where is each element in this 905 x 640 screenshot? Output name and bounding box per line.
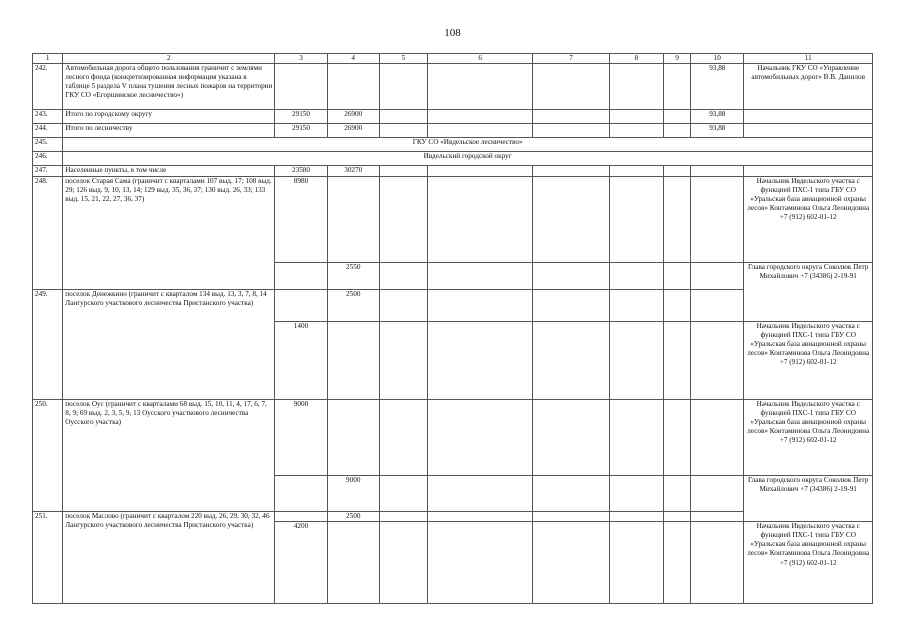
section-title: ГКУ СО «Ивдельское лесничество» — [63, 138, 873, 152]
cell — [691, 166, 744, 177]
table-row — [33, 124, 873, 138]
cell — [533, 263, 609, 290]
cell — [327, 64, 379, 110]
cell — [427, 124, 533, 138]
cell — [327, 322, 379, 400]
cell — [609, 177, 663, 263]
cell: 9000 — [275, 400, 327, 476]
row-number: 245. — [33, 138, 63, 152]
cell — [427, 263, 533, 290]
cell — [533, 124, 609, 138]
cell — [664, 476, 691, 512]
cell: 29150 — [275, 124, 327, 138]
cell — [664, 124, 691, 138]
cell — [664, 322, 691, 400]
cell — [691, 400, 744, 476]
row-number: 242. — [33, 64, 63, 110]
object-description: Итого по лесничеству — [63, 124, 275, 138]
cell — [427, 322, 533, 400]
cell — [533, 110, 609, 124]
table-row — [33, 64, 873, 110]
col-header: 3 — [275, 54, 327, 64]
col-header: 2 — [63, 54, 275, 64]
cell: 93,88 — [691, 110, 744, 124]
cell — [533, 400, 609, 476]
cell: 4200 — [275, 522, 327, 604]
cell — [664, 522, 691, 604]
cell — [533, 290, 609, 322]
table-row — [33, 138, 873, 152]
cell — [327, 522, 379, 604]
cell — [664, 177, 691, 263]
object-description: поселок Оус (граничит с кварталами 68 выд. 15, 10, 11, 4, 17, 6, 7, 8, 9; 69 выд. 2, 3, 5, 9, 13 Оусского участкового лесничества Оусского участка) — [63, 400, 275, 512]
cell — [427, 476, 533, 512]
cell: 2500 — [327, 290, 379, 322]
cell: 26900 — [327, 110, 379, 124]
cell: 93,88 — [691, 124, 744, 138]
cell — [609, 512, 663, 522]
cell — [427, 64, 533, 110]
cell — [664, 263, 691, 290]
cell — [379, 322, 427, 400]
cell — [664, 290, 691, 322]
cell — [533, 177, 609, 263]
cell — [744, 166, 873, 177]
cell — [327, 400, 379, 476]
cell — [427, 400, 533, 476]
cell — [691, 476, 744, 512]
col-header: 8 — [609, 54, 663, 64]
fire-plan-table — [32, 53, 873, 604]
cell — [609, 522, 663, 604]
col-header: 4 — [327, 54, 379, 64]
cell — [275, 476, 327, 512]
page-number: 108 — [444, 27, 461, 39]
cell — [691, 512, 744, 522]
cell — [664, 110, 691, 124]
cell — [379, 124, 427, 138]
cell — [379, 512, 427, 522]
cell — [379, 476, 427, 512]
table-row — [33, 400, 873, 476]
cell — [609, 124, 663, 138]
cell — [691, 263, 744, 290]
responsible-person: Начальник Ивдельского участка с функцией ПХС-1 типа ГБУ СО «Уральская база авиационной охраны лесов» Контаминова Ольга Леонидовна +7 (912) 602-01-12 — [744, 177, 873, 263]
col-header: 11 — [744, 54, 873, 64]
cell — [379, 400, 427, 476]
cell — [533, 166, 609, 177]
cell — [427, 166, 533, 177]
responsible-person: Начальник Ивдельского участка с функцией ПХС-1 типа ГБУ СО «Уральская база авиационной охраны лесов» Контаминова Ольга Леонидовна +7 (912) 602-01-12 — [744, 400, 873, 476]
cell — [327, 177, 379, 263]
object-description: Населенные пункты, в том числе — [63, 166, 275, 177]
cell — [691, 177, 744, 263]
cell — [427, 290, 533, 322]
column-number-row — [33, 54, 873, 64]
row-number: 249. — [33, 290, 63, 400]
cell — [691, 290, 744, 322]
cell — [379, 64, 427, 110]
cell — [379, 290, 427, 322]
row-number: 243. — [33, 110, 63, 124]
cell — [664, 400, 691, 476]
cell — [609, 290, 663, 322]
col-header: 5 — [379, 54, 427, 64]
object-description: поселок Маслово (граничит с кварталом 220 выд. 26, 29, 30, 32, 46 Лангурского участкового лесничества Пристанского участка) — [63, 512, 275, 604]
cell — [744, 110, 873, 124]
cell — [379, 522, 427, 604]
row-number: 251. — [33, 512, 63, 604]
cell — [533, 322, 609, 400]
cell — [427, 177, 533, 263]
cell — [609, 64, 663, 110]
col-header: 7 — [533, 54, 609, 64]
cell — [609, 476, 663, 512]
cell — [609, 322, 663, 400]
responsible-person: Начальник Ивдельского участка с функцией ПХС-1 типа ГБУ СО «Уральская база авиационной охраны лесов» Контаминова Ольга Леонидовна +7 (912) 602-01-12 — [744, 522, 873, 604]
cell: 2500 — [327, 512, 379, 522]
cell — [664, 512, 691, 522]
cell — [275, 263, 327, 290]
responsible-person: Глава городского округа Соколюк Петр Михайлович +7 (34386) 2-19-91 — [744, 476, 873, 522]
row-number: 248. — [33, 177, 63, 290]
cell: 2550 — [327, 263, 379, 290]
row-number: 247. — [33, 166, 63, 177]
col-header: 10 — [691, 54, 744, 64]
cell — [533, 522, 609, 604]
cell — [379, 166, 427, 177]
responsible-person: Глава городского округа Соколюк Петр Михайлович +7 (34386) 2-19-91 — [744, 263, 873, 322]
cell — [427, 522, 533, 604]
col-header: 1 — [33, 54, 63, 64]
cell: 30270 — [327, 166, 379, 177]
cell: 8980 — [275, 177, 327, 263]
cell — [275, 64, 327, 110]
table-row — [33, 177, 873, 263]
cell — [379, 110, 427, 124]
object-description: Автомобильная дорога общего пользования граничит с землями лесного фонда (конкретизированная информация указана в таблице 5 раздела V плана тушения лесных пожаров на территории ГКУ СО «Егоршинское лесничество») — [63, 64, 275, 110]
object-description: поселок Денежкино (граничит с кварталом 134 выд. 13, 3, 7, 8, 14 Лангурского участкового лесничества Пристанского участка) — [63, 290, 275, 400]
cell — [379, 263, 427, 290]
cell — [533, 512, 609, 522]
cell — [609, 263, 663, 290]
cell — [609, 166, 663, 177]
cell — [275, 512, 327, 522]
cell — [664, 166, 691, 177]
cell: 93,88 — [691, 64, 744, 110]
cell: 26900 — [327, 124, 379, 138]
cell — [691, 322, 744, 400]
cell — [533, 64, 609, 110]
col-header: 9 — [664, 54, 691, 64]
cell: 29150 — [275, 110, 327, 124]
cell: 1400 — [275, 322, 327, 400]
cell — [691, 522, 744, 604]
cell: 23580 — [275, 166, 327, 177]
table-row — [33, 166, 873, 177]
cell — [275, 290, 327, 322]
table-row — [33, 110, 873, 124]
cell — [427, 512, 533, 522]
table-row — [33, 152, 873, 166]
cell — [379, 177, 427, 263]
section-title: Ивдельский городской округ — [63, 152, 873, 166]
responsible-person: Начальник ГКУ СО «Управление автомобильных дорог» В.В. Данилов — [744, 64, 873, 110]
cell — [744, 124, 873, 138]
cell — [427, 110, 533, 124]
row-number: 246. — [33, 152, 63, 166]
cell — [609, 400, 663, 476]
row-number: 244. — [33, 124, 63, 138]
responsible-person: Начальник Ивдельского участка с функцией ПХС-1 типа ГБУ СО «Уральская база авиационной охраны лесов» Контаминова Ольга Леонидовна +7 (912) 602-01-12 — [744, 322, 873, 400]
col-header: 6 — [427, 54, 533, 64]
cell — [609, 110, 663, 124]
row-number: 250. — [33, 400, 63, 512]
cell: 9000 — [327, 476, 379, 512]
object-description: Итого по городскому округу — [63, 110, 275, 124]
object-description: поселок Старая Сама (граничит с кварталами 107 выд. 17; 108 выд. 29; 126 выд. 9, 10, 13, 14; 129 выд. 35, 36, 37; 130 выд. 26, 33; 133 выд. 15, 21, 22, 27, 36, 37) — [63, 177, 275, 290]
cell — [664, 64, 691, 110]
cell — [533, 476, 609, 512]
page-bottom-crop — [0, 607, 905, 640]
